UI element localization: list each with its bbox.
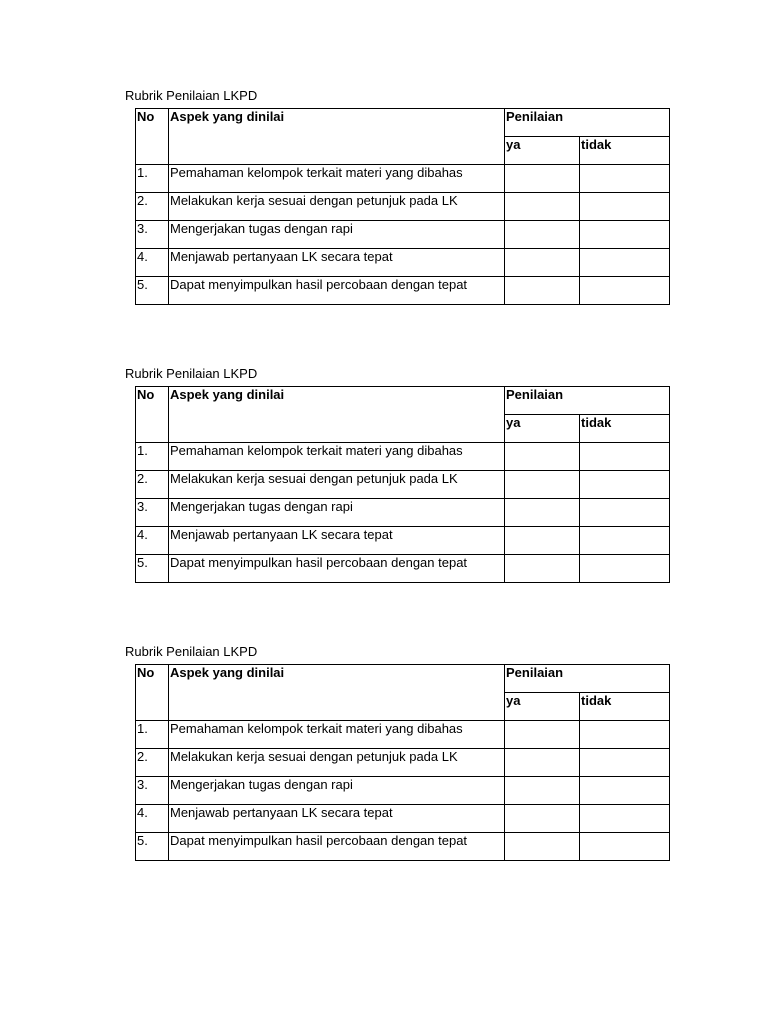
row-aspect-text: Pemahaman kelompok terkait materi yang dibahas [169, 165, 505, 193]
score-no-cell[interactable] [580, 527, 670, 555]
rubric-table [135, 664, 670, 861]
row-aspect-text: Mengerjakan tugas dengan rapi [169, 777, 505, 805]
row-aspect-text: Melakukan kerja sesuai dengan petunjuk pada LK [169, 749, 505, 777]
row-aspect-text: Dapat menyimpulkan hasil percobaan dengan tepat [169, 277, 505, 305]
score-no-cell[interactable] [580, 555, 670, 583]
row-number: 5. [136, 833, 169, 861]
section-title: Rubrik Penilaian LKPD [125, 644, 258, 659]
score-yes-cell[interactable] [505, 471, 580, 499]
table-row [136, 749, 670, 777]
score-yes-cell[interactable] [505, 833, 580, 861]
score-yes-cell[interactable] [505, 749, 580, 777]
header-yes: ya [505, 693, 580, 721]
header-no-option: tidak [580, 693, 670, 721]
section-title: Rubrik Penilaian LKPD [125, 88, 258, 103]
header-aspect: Aspek yang dinilai [169, 387, 505, 443]
row-number: 2. [136, 471, 169, 499]
score-yes-cell[interactable] [505, 805, 580, 833]
table-header-row [136, 109, 670, 137]
row-number: 2. [136, 749, 169, 777]
header-no: No [136, 387, 169, 443]
score-no-cell[interactable] [580, 249, 670, 277]
row-number: 1. [136, 443, 169, 471]
table-header-row [136, 387, 670, 415]
row-aspect-text: Mengerjakan tugas dengan rapi [169, 221, 505, 249]
row-number: 3. [136, 777, 169, 805]
header-aspect: Aspek yang dinilai [169, 109, 505, 165]
row-number: 3. [136, 499, 169, 527]
row-number: 1. [136, 165, 169, 193]
row-number: 5. [136, 277, 169, 305]
row-aspect-text: Pemahaman kelompok terkait materi yang dibahas [169, 721, 505, 749]
table-row [136, 721, 670, 749]
table-row [136, 277, 670, 305]
score-no-cell[interactable] [580, 721, 670, 749]
score-yes-cell[interactable] [505, 165, 580, 193]
score-no-cell[interactable] [580, 499, 670, 527]
table-row [136, 249, 670, 277]
row-aspect-text: Dapat menyimpulkan hasil percobaan dengan tepat [169, 833, 505, 861]
score-no-cell[interactable] [580, 749, 670, 777]
header-score: Penilaian [505, 387, 670, 415]
row-number: 3. [136, 221, 169, 249]
table-row [136, 833, 670, 861]
table-row [136, 499, 670, 527]
table-row [136, 443, 670, 471]
score-yes-cell[interactable] [505, 777, 580, 805]
row-aspect-text: Dapat menyimpulkan hasil percobaan dengan tepat [169, 555, 505, 583]
score-no-cell[interactable] [580, 443, 670, 471]
header-no: No [136, 109, 169, 165]
table-row [136, 777, 670, 805]
rubric-table [135, 386, 670, 583]
row-number: 1. [136, 721, 169, 749]
header-yes: ya [505, 415, 580, 443]
row-number: 4. [136, 805, 169, 833]
score-yes-cell[interactable] [505, 499, 580, 527]
row-aspect-text: Melakukan kerja sesuai dengan petunjuk pada LK [169, 471, 505, 499]
row-aspect-text: Menjawab pertanyaan LK secara tepat [169, 805, 505, 833]
table-row [136, 165, 670, 193]
header-score: Penilaian [505, 109, 670, 137]
score-yes-cell[interactable] [505, 221, 580, 249]
row-aspect-text: Menjawab pertanyaan LK secara tepat [169, 527, 505, 555]
row-number: 5. [136, 555, 169, 583]
score-no-cell[interactable] [580, 221, 670, 249]
rubric-table [135, 108, 670, 305]
header-no-option: tidak [580, 137, 670, 165]
row-number: 4. [136, 527, 169, 555]
score-yes-cell[interactable] [505, 249, 580, 277]
header-yes: ya [505, 137, 580, 165]
row-number: 2. [136, 193, 169, 221]
row-aspect-text: Mengerjakan tugas dengan rapi [169, 499, 505, 527]
table-header-row [136, 665, 670, 693]
row-aspect-text: Melakukan kerja sesuai dengan petunjuk pada LK [169, 193, 505, 221]
score-no-cell[interactable] [580, 165, 670, 193]
score-no-cell[interactable] [580, 277, 670, 305]
score-yes-cell[interactable] [505, 193, 580, 221]
score-yes-cell[interactable] [505, 555, 580, 583]
row-aspect-text: Pemahaman kelompok terkait materi yang dibahas [169, 443, 505, 471]
header-score: Penilaian [505, 665, 670, 693]
score-yes-cell[interactable] [505, 527, 580, 555]
section-title: Rubrik Penilaian LKPD [125, 366, 258, 381]
row-number: 4. [136, 249, 169, 277]
score-yes-cell[interactable] [505, 277, 580, 305]
header-no-option: tidak [580, 415, 670, 443]
table-row [136, 555, 670, 583]
score-yes-cell[interactable] [505, 443, 580, 471]
score-yes-cell[interactable] [505, 721, 580, 749]
score-no-cell[interactable] [580, 471, 670, 499]
header-aspect: Aspek yang dinilai [169, 665, 505, 721]
row-aspect-text: Menjawab pertanyaan LK secara tepat [169, 249, 505, 277]
table-row [136, 471, 670, 499]
score-no-cell[interactable] [580, 777, 670, 805]
score-no-cell[interactable] [580, 805, 670, 833]
table-row [136, 193, 670, 221]
table-row [136, 221, 670, 249]
table-row [136, 805, 670, 833]
score-no-cell[interactable] [580, 833, 670, 861]
header-no: No [136, 665, 169, 721]
score-no-cell[interactable] [580, 193, 670, 221]
table-row [136, 527, 670, 555]
